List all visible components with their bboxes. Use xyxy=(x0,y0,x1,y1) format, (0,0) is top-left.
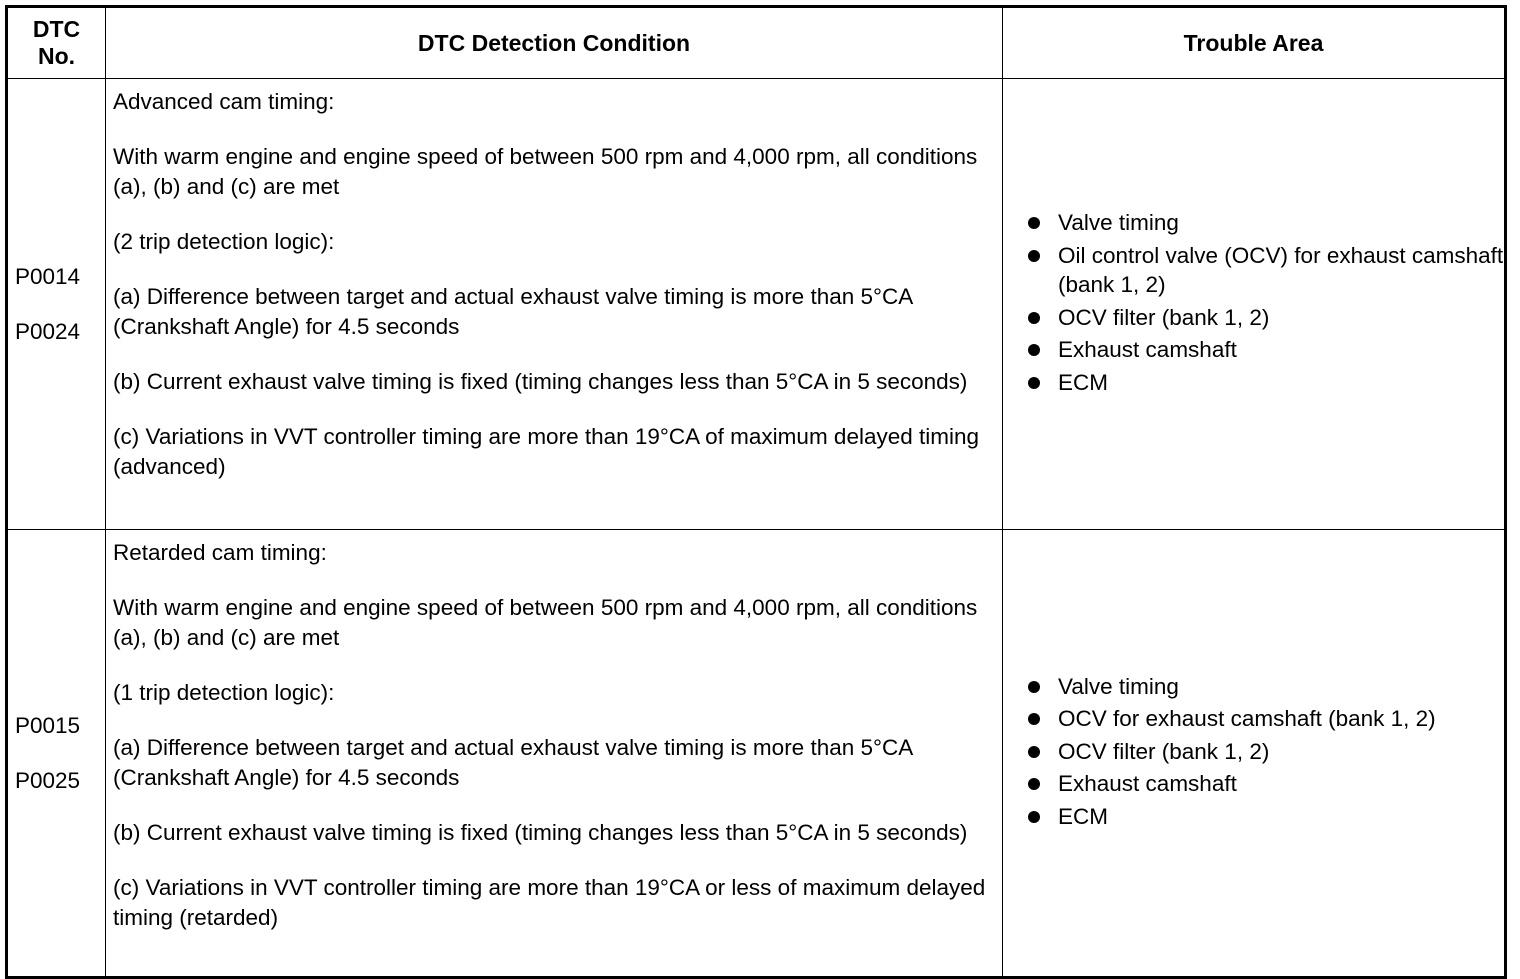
list-item xyxy=(1025,737,1504,767)
list-item xyxy=(1025,802,1504,832)
bullet-icon xyxy=(1028,811,1040,823)
list-item xyxy=(1025,241,1504,300)
condition-paragraph: (c) Variations in VVT controller timing are more than 19°CA of maximum delayed timing (advanced) xyxy=(113,424,980,479)
list-item xyxy=(1025,208,1504,238)
trouble-area-label: Oil control valve (OCV) for exhaust camshaft (bank 1, 2) xyxy=(1058,242,1504,297)
trouble-area-label: Valve timing xyxy=(1058,673,1179,699)
header-dtc-no-line1: DTC xyxy=(32,16,81,42)
dtc-cell xyxy=(7,79,106,530)
dtc-code: P0024 xyxy=(15,318,81,344)
trouble-area-list xyxy=(1025,672,1504,832)
trouble-area-cell xyxy=(1003,530,1506,978)
trouble-area-label: ECM xyxy=(1058,803,1108,829)
header-dtc-no-line2: No. xyxy=(37,43,76,69)
trouble-area-label: ECM xyxy=(1058,369,1108,395)
bullet-icon xyxy=(1028,681,1040,693)
list-item xyxy=(1025,368,1504,398)
dtc-code: P0025 xyxy=(15,767,81,793)
table-row xyxy=(7,530,1506,978)
bullet-icon xyxy=(1028,217,1040,229)
header-trouble-area: Trouble Area xyxy=(1003,7,1506,79)
condition-paragraph: (c) Variations in VVT controller timing are more than 19°CA or less of maximum delayed timing (retarded) xyxy=(113,875,986,930)
trouble-area-list xyxy=(1025,208,1504,397)
condition-paragraph: (1 trip detection logic): xyxy=(113,680,335,705)
condition-paragraph: (2 trip detection logic): xyxy=(113,229,335,254)
dtc-code: P0014 xyxy=(15,263,81,289)
list-item xyxy=(1025,769,1504,799)
list-item xyxy=(1025,704,1504,734)
trouble-area-label: OCV filter (bank 1, 2) xyxy=(1058,304,1270,330)
table-header xyxy=(7,7,1506,79)
list-item xyxy=(1025,672,1504,702)
table-body xyxy=(7,79,1506,978)
condition-paragraph: Advanced cam timing: xyxy=(113,89,335,114)
header-dtc-no xyxy=(7,7,106,79)
condition-cell xyxy=(106,79,1003,530)
header-condition: DTC Detection Condition xyxy=(106,7,1003,79)
trouble-area-label: Exhaust camshaft xyxy=(1058,771,1237,797)
condition-cell xyxy=(106,530,1003,978)
bullet-icon xyxy=(1028,250,1040,262)
condition-paragraph: (a) Difference between target and actual exhaust valve timing is more than 5°CA (Crankshaft Angle) for 4.5 seconds xyxy=(113,735,913,790)
trouble-area-label: OCV filter (bank 1, 2) xyxy=(1058,738,1270,764)
list-item xyxy=(1025,303,1504,333)
condition-paragraph: (a) Difference between target and actual exhaust valve timing is more than 5°CA (Crankshaft Angle) for 4.5 seconds xyxy=(113,284,913,339)
bullet-icon xyxy=(1028,312,1040,324)
bullet-icon xyxy=(1028,377,1040,389)
dtc-code: P0015 xyxy=(15,712,81,738)
trouble-area-label: OCV for exhaust camshaft (bank 1, 2) xyxy=(1058,706,1436,732)
trouble-area-cell xyxy=(1003,79,1506,530)
bullet-icon xyxy=(1028,713,1040,725)
list-item xyxy=(1025,335,1504,365)
bullet-icon xyxy=(1028,746,1040,758)
dtc-cell xyxy=(7,530,106,978)
dtc-table xyxy=(5,5,1507,979)
condition-paragraph: Retarded cam timing: xyxy=(113,540,327,565)
condition-paragraph: (b) Current exhaust valve timing is fixed (timing changes less than 5°CA in 5 seconds) xyxy=(113,820,968,845)
condition-paragraph: With warm engine and engine speed of between 500 rpm and 4,000 rpm, all conditions (a), (b) and (c) are met xyxy=(113,144,978,199)
bullet-icon xyxy=(1028,344,1040,356)
trouble-area-label: Valve timing xyxy=(1058,210,1179,235)
condition-paragraph: With warm engine and engine speed of between 500 rpm and 4,000 rpm, all conditions (a), (b) and (c) are met xyxy=(113,595,978,650)
condition-paragraph: (b) Current exhaust valve timing is fixed (timing changes less than 5°CA in 5 seconds) xyxy=(113,369,968,394)
trouble-area-label: Exhaust camshaft xyxy=(1058,337,1237,362)
header-row xyxy=(7,7,1506,79)
table-row xyxy=(7,79,1506,530)
bullet-icon xyxy=(1028,778,1040,790)
